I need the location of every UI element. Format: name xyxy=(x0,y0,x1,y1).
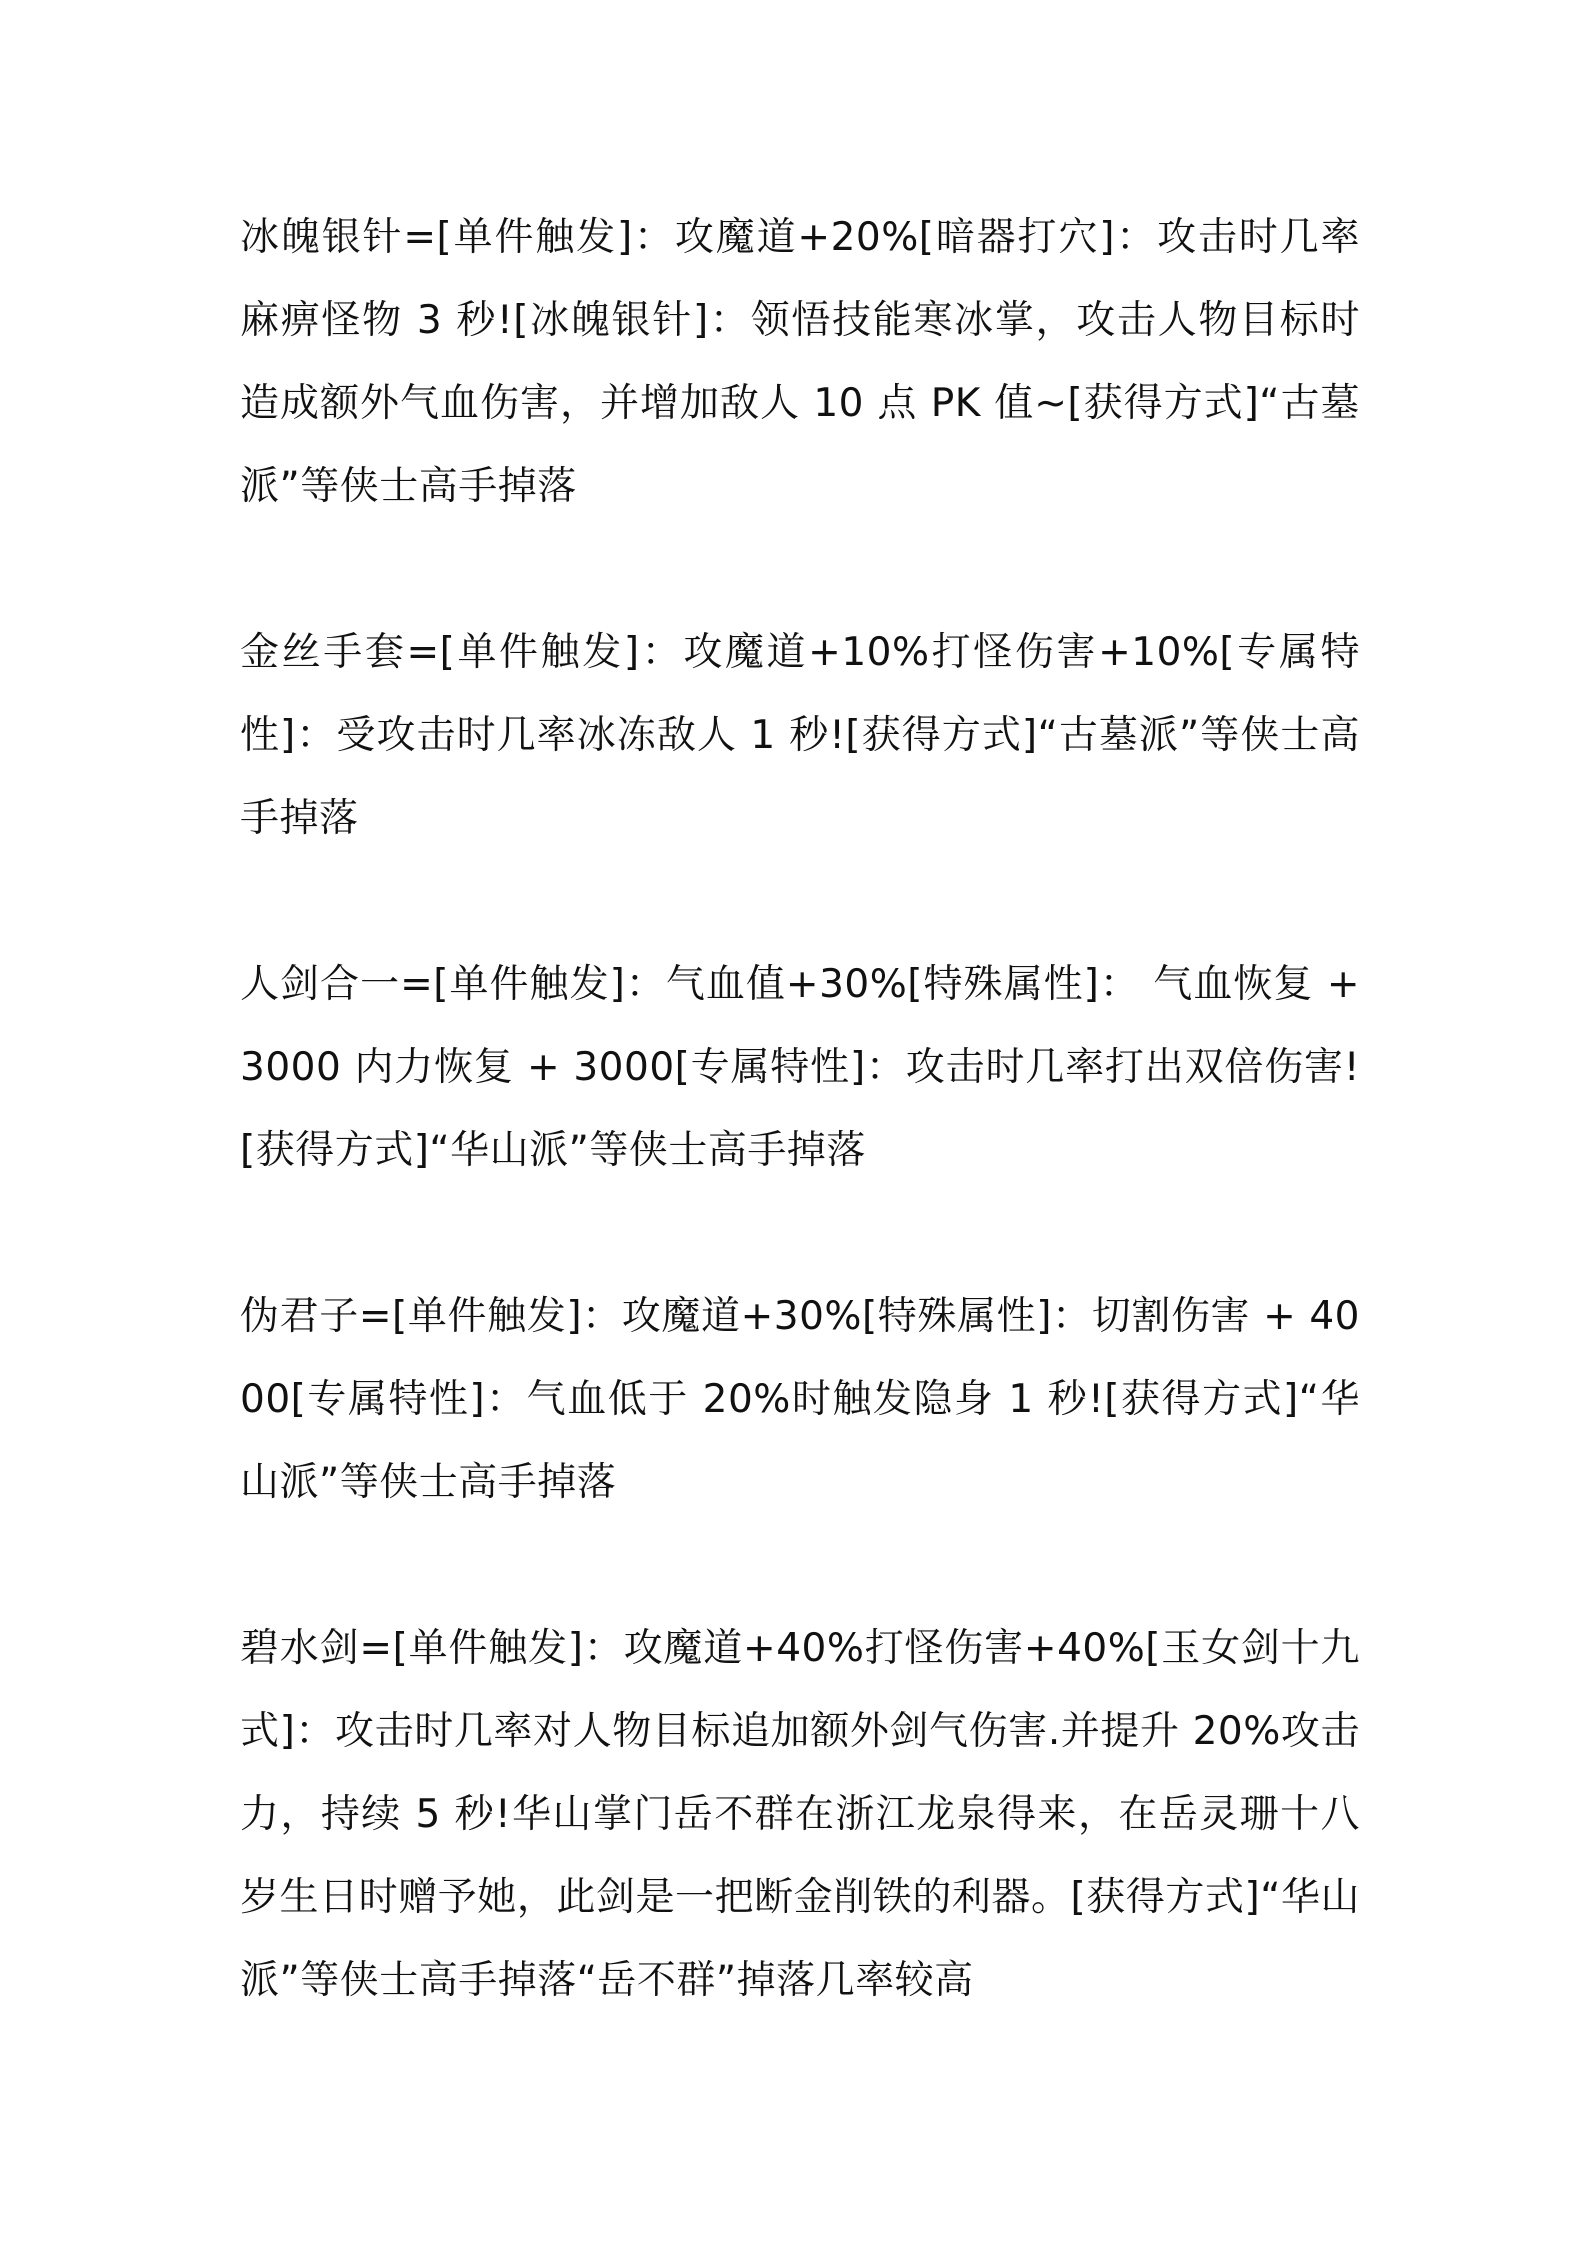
entry-jinsi-shoutao: 金丝手套=[单件触发]：攻魔道+10%打怪伤害+10%[专属特性]：受攻击时几率冰冻敌人 1 秒![获得方式]“古墓派”等侠士高手掉落 xyxy=(240,630,1360,841)
entry-wei-junzi: 伪君子=[单件触发]：攻魔道+30%[特殊属性]：切割伤害 + 4000[专属特性]：气血低于 20%时触发隐身 1 秒![获得方式]“华山派”等侠士高手掉落 xyxy=(240,1294,1360,1505)
entry-bishui-jian: 碧水剑=[单件触发]：攻魔道+40%打怪伤害+40%[玉女剑十九式]：攻击时几率对人物目标追加额外剑气伤害.并提升 20%攻击力，持续 5 秒!华山掌门岳不群在浙江龙泉得来，在岳灵珊十八岁生日时赠予她，此剑是一把断金削铁的利器。[获得方式]“华山派”等侠士高手掉落“岳不群”掉落几率较高 xyxy=(240,1626,1360,2003)
entry-renjian-heyi: 人剑合一=[单件触发]：气血值+30%[特殊属性]： 气血恢复 + 3000 内力恢复 + 3000[专属特性]：攻击时几率打出双倍伤害![获得方式]“华山派”等侠士高手掉落 xyxy=(240,962,1360,1173)
document-body xyxy=(240,196,1360,2022)
entry-bingpo-yinzhen: 冰魄银针=[单件触发]：攻魔道+20%[暗器打穴]：攻击时几率麻痹怪物 3 秒![冰魄银针]：领悟技能寒冰掌，攻击人物目标时造成额外气血伤害，并增加敌人 10 点 PK 值~[获得方式]“古墓派”等侠士高手掉落 xyxy=(240,215,1360,509)
